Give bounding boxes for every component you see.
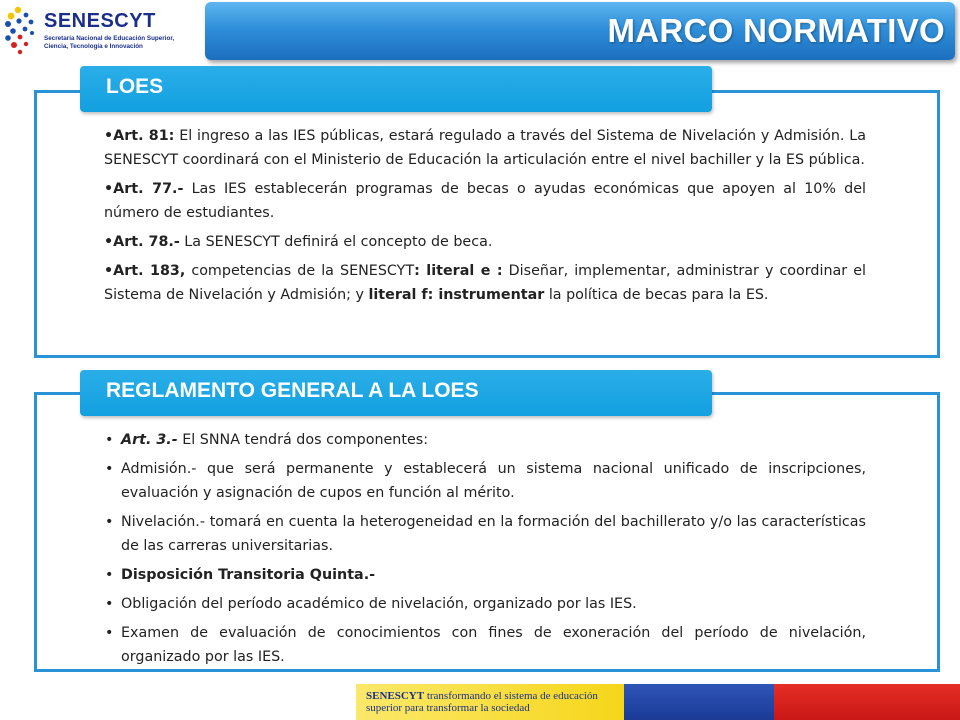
item-text: competencias de la SENESCYT <box>185 263 415 279</box>
reglamento-section-content <box>104 428 866 674</box>
list-item <box>104 428 866 452</box>
item-label: Art. 78.- <box>113 234 180 250</box>
list-item <box>104 457 866 505</box>
item-text: Diseñar, implementar, administrar y coordinar el Sistema de Nivelación y Admisión; y <box>104 263 866 303</box>
reglamento-list <box>104 428 866 669</box>
bullet: • <box>104 128 114 144</box>
item-label: Art. 77.- <box>113 181 184 197</box>
page-title: MARCO NORMATIVO <box>607 12 945 49</box>
item-text: Las IES establecerán programas de becas o ayudas económicas que apoyen al 10% del número de estudiantes. <box>104 181 866 221</box>
title-banner <box>205 2 955 60</box>
logo-name: SENESCYT <box>44 10 156 32</box>
loes-section-tab <box>80 66 712 112</box>
loes-item-art183 <box>104 259 866 307</box>
footer-flag-band <box>356 684 960 720</box>
footer-line1: transformando el sistema de educación <box>424 690 598 702</box>
footer-slogan <box>366 690 624 714</box>
bullet: • <box>104 234 114 250</box>
item-text: Examen de evaluación de conocimientos con fines de exoneración del período de nivelación, organizado por las IES. <box>121 625 866 665</box>
footer-blue-segment <box>624 684 774 720</box>
item-text: El SNNA tendrá dos componentes: <box>177 432 429 448</box>
item-bold: literal f: instrumentar <box>368 287 545 303</box>
loes-section-title: LOES <box>106 75 164 98</box>
item-text: Admisión.- que será permanente y establecerá un sistema nacional unificado de inscripciones, evaluación y asignación de cupos en función al mérito. <box>121 461 866 501</box>
item-bold: : literal e : <box>414 263 503 279</box>
footer-line2: superior para transformar la sociedad <box>366 702 530 714</box>
bullet: • <box>104 181 114 197</box>
footer-brand: SENESCYT <box>366 690 425 702</box>
list-item <box>104 592 866 616</box>
logo-subtitle: Secretaría Nacional de Educación Superior, Ciencia, Tecnología e Innovación <box>44 35 175 50</box>
list-item <box>104 563 866 587</box>
reglamento-section-tab <box>80 370 712 416</box>
item-label: Art. 3.- <box>121 432 178 448</box>
list-item <box>104 510 866 558</box>
item-text: Obligación del período académico de nivelación, organizado por las IES. <box>121 596 637 612</box>
loes-item-art78 <box>104 230 866 254</box>
footer-red-segment <box>774 684 960 720</box>
reglamento-section-title: REGLAMENTO GENERAL A LA LOES <box>106 379 479 402</box>
list-item <box>104 621 866 669</box>
item-text: la política de becas para la ES. <box>544 287 769 303</box>
item-text: La SENESCYT definirá el concepto de beca. <box>179 234 493 250</box>
logo-dots-icon <box>4 4 44 60</box>
item-label: Art. 81: <box>113 128 175 144</box>
bullet: • <box>104 263 114 279</box>
loes-section-content <box>104 124 866 312</box>
loes-item-art81 <box>104 124 866 172</box>
item-text: Nivelación.- tomará en cuenta la heterogeneidad en la formación del bachillerato y/o las características de las carreras universitarias. <box>121 514 866 554</box>
senescyt-logo <box>4 4 194 60</box>
item-label: Art. 183, <box>113 263 186 279</box>
loes-item-art77 <box>104 177 866 225</box>
item-text: El ingreso a las IES públicas, estará regulado a través del Sistema de Nivelación y Admisión. La SENESCYT coordinará con el Ministerio de Educación la articulación entre el nivel bachiller y la ES pública. <box>104 128 866 168</box>
item-label: Disposición Transitoria Quinta.- <box>121 567 376 583</box>
